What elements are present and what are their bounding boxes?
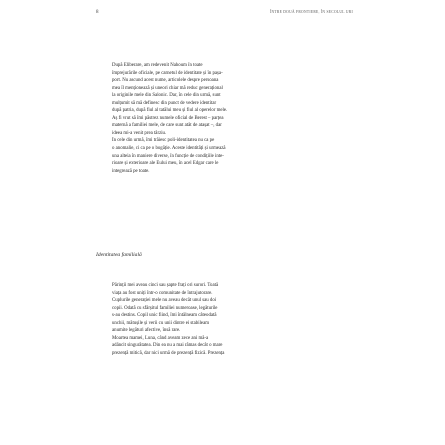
text-line: la originile mele din Salonic. Dar, în cele din urmă, sunt bbox=[112, 93, 221, 99]
paragraph bbox=[96, 137, 350, 175]
text-line: după patria, după fiul al tatălui meu și fiul al operelor mele. bbox=[112, 108, 228, 114]
text-line: o anomalie, ci ca pe o bogăție. Aceste identități și urmează bbox=[112, 146, 226, 152]
text-line: copii. Odată cu sfârșitul familiei numeroase, legăturile bbox=[112, 305, 218, 311]
text-line: mulțumit să mă definesc din punct de vedere identitar bbox=[112, 100, 217, 106]
text-line: mea îl menționează și uneori chiar mă reduc generațional bbox=[112, 85, 223, 91]
text-line: integrează pe toate. bbox=[112, 168, 150, 174]
text-line: viața au fost uniți într-o comunitate de întrajutorare. bbox=[112, 290, 213, 296]
text-line: anumite legături afective, însă rare. bbox=[112, 328, 181, 334]
text-line: adâncit singurătatea. Din ea nu a mai rămas decât o mare bbox=[112, 343, 223, 349]
paragraph bbox=[96, 282, 350, 335]
text-line: maternă a familiei mele, de care sunt atât de atașat –, dar bbox=[112, 123, 222, 129]
text-line: una alteia în maniere diverse, în funcție de condițiile inte- bbox=[112, 153, 224, 159]
section-heading: Identitatea familială bbox=[96, 252, 142, 258]
text-line: prezență mitică, dar nici urmă de prezență fizică. Prezența bbox=[112, 350, 225, 356]
text-line: Părinții mei aveau cinci sau șapte frați ori surori. Toată bbox=[112, 283, 219, 288]
text-line: port. Nu ascund acest nume, articolele despre persoana bbox=[112, 78, 219, 84]
text-line: După Eliberare, am redevenit Nahoum în toate bbox=[112, 63, 203, 68]
running-head: ÎNTRE DOUĂ FRONTIERE, ÎN SECOLUL URI bbox=[270, 10, 353, 14]
text-line: împrejurările oficiale, pe carnetul de identitate și în pașa- bbox=[112, 70, 223, 76]
text-line: rioare și exterioare ale Eului meu, în acel Edgar care le bbox=[112, 161, 219, 167]
text-line: ideea mi-a venit prea târziu. bbox=[112, 130, 167, 136]
text-line: Cuplurile generației mele nu aveau decât unul sau doi bbox=[112, 298, 217, 304]
paragraph bbox=[96, 335, 350, 358]
text-line: Aș fi vrut să îmi păstrez numele oficial de Berest – parțea bbox=[112, 115, 224, 121]
paragraph bbox=[96, 62, 350, 137]
text-line: s-au destins. Copil unic fiind, îmi întâlneam câteodată bbox=[112, 313, 217, 319]
text-line: Moartea mamei, Luna, când aveam zece ani mă-a bbox=[112, 335, 209, 341]
page-number: 8 bbox=[96, 10, 99, 15]
section-body-1 bbox=[96, 62, 350, 175]
section-body-2 bbox=[96, 282, 350, 357]
text-line: unchii, mătușile și verii cu unii dintre ei stabileam bbox=[112, 320, 209, 326]
text-line: În cele din urmă, îmi trăiesc poli-identitatea nu ca pe bbox=[112, 138, 215, 144]
